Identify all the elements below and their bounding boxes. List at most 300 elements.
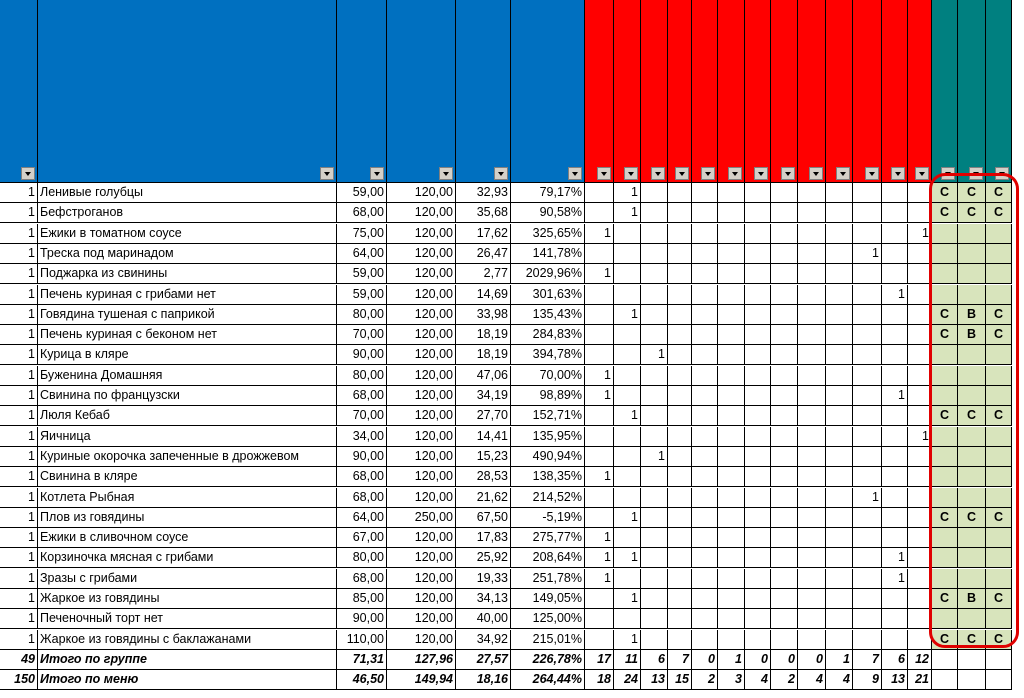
cell-ingredient[interactable] [882, 406, 908, 426]
cell-yield[interactable]: 120,00 [387, 569, 456, 589]
cell-ingredient[interactable] [853, 183, 882, 203]
header-ing3[interactable] [641, 0, 668, 183]
cell-name[interactable]: Печень куриная с грибами нет [38, 285, 337, 305]
cell-abc[interactable] [932, 569, 958, 589]
cell-ingredient[interactable] [614, 264, 641, 284]
cell-qty[interactable]: 1 [0, 366, 38, 386]
cell-ingredient[interactable] [908, 467, 932, 487]
cell-abc[interactable] [986, 609, 1012, 629]
cell-markup[interactable]: 141,78% [511, 244, 585, 264]
cell-ingredient[interactable] [585, 508, 614, 528]
cell-markup[interactable]: 138,35% [511, 467, 585, 487]
cell-yield[interactable]: 120,00 [387, 285, 456, 305]
cell-price[interactable]: 64,00 [337, 508, 387, 528]
cell-price[interactable]: 64,00 [337, 244, 387, 264]
cell-ingredient[interactable] [882, 244, 908, 264]
cell-name[interactable]: Треска под маринадом [38, 244, 337, 264]
cell-ingredient[interactable]: 1 [882, 548, 908, 568]
cell-ingredient[interactable] [668, 406, 692, 426]
cell-name[interactable]: Куриные окорочка запеченные в дрожжевом [38, 447, 337, 467]
cell-abc[interactable] [958, 569, 986, 589]
cell-price[interactable]: 34,00 [337, 427, 387, 447]
cell-ingredient[interactable] [668, 528, 692, 548]
cell-price[interactable]: 80,00 [337, 548, 387, 568]
cell-cost[interactable]: 34,13 [456, 589, 511, 609]
cell-abc[interactable] [986, 447, 1012, 467]
cell-ingredient[interactable] [692, 345, 718, 365]
cell-cost[interactable]: 18,19 [456, 345, 511, 365]
cell-abc[interactable]: C [958, 630, 986, 650]
cell-ingredient[interactable]: 11 [614, 650, 641, 670]
cell-ingredient[interactable] [826, 244, 853, 264]
cell-yield[interactable]: 120,00 [387, 609, 456, 629]
cell-price[interactable]: 75,00 [337, 224, 387, 244]
cell-ingredient[interactable] [692, 183, 718, 203]
cell-ingredient[interactable]: 1 [882, 386, 908, 406]
cell-ingredient[interactable] [692, 264, 718, 284]
cell-ingredient[interactable] [668, 427, 692, 447]
cell-ingredient[interactable] [853, 203, 882, 223]
cell-ingredient[interactable] [641, 386, 668, 406]
filter-dropdown-icon[interactable] [809, 167, 823, 180]
cell-ingredient[interactable] [585, 345, 614, 365]
filter-dropdown-icon[interactable] [597, 167, 611, 180]
cell-ingredient[interactable] [853, 366, 882, 386]
cell-abc[interactable] [958, 285, 986, 305]
cell-abc[interactable] [932, 244, 958, 264]
cell-yield[interactable]: 120,00 [387, 244, 456, 264]
cell-ingredient[interactable] [798, 264, 826, 284]
cell-ingredient[interactable] [798, 427, 826, 447]
cell-ingredient[interactable] [798, 609, 826, 629]
cell-ingredient[interactable] [718, 488, 745, 508]
header-price[interactable] [337, 0, 387, 183]
cell-name[interactable]: Курица в кляре [38, 345, 337, 365]
cell-ingredient[interactable] [614, 386, 641, 406]
cell-ingredient[interactable] [641, 630, 668, 650]
cell-abc[interactable]: B [958, 325, 986, 345]
cell-ingredient[interactable] [668, 264, 692, 284]
cell-ingredient[interactable] [668, 609, 692, 629]
cell-price[interactable]: 59,00 [337, 183, 387, 203]
cell-abc[interactable] [958, 345, 986, 365]
cell-ingredient[interactable] [908, 345, 932, 365]
cell-ingredient[interactable] [908, 264, 932, 284]
cell-ingredient[interactable]: 0 [745, 650, 771, 670]
cell-ingredient[interactable] [692, 427, 718, 447]
filter-dropdown-icon[interactable] [969, 167, 983, 180]
cell-ingredient[interactable] [882, 528, 908, 548]
cell-name[interactable]: Жаркое из говядины с баклажанами [38, 630, 337, 650]
cell-ingredient[interactable] [745, 345, 771, 365]
cell-ingredient[interactable] [908, 203, 932, 223]
cell-abc[interactable]: C [958, 406, 986, 426]
cell-name[interactable]: Свинина по французски [38, 386, 337, 406]
cell-cost[interactable]: 2,77 [456, 264, 511, 284]
cell-ingredient[interactable]: 1 [585, 548, 614, 568]
cell-cost[interactable]: 18,19 [456, 325, 511, 345]
cell-ingredient[interactable] [798, 345, 826, 365]
cell-ingredient[interactable] [718, 467, 745, 487]
cell-ingredient[interactable] [798, 386, 826, 406]
cell-ingredient[interactable] [853, 264, 882, 284]
cell-ingredient[interactable] [745, 244, 771, 264]
cell-yield[interactable]: 120,00 [387, 386, 456, 406]
cell-ingredient[interactable] [771, 244, 798, 264]
cell-price[interactable]: 59,00 [337, 264, 387, 284]
cell-abc[interactable]: C [932, 508, 958, 528]
cell-ingredient[interactable] [614, 569, 641, 589]
cell-cost[interactable]: 25,92 [456, 548, 511, 568]
cell-ingredient[interactable] [641, 528, 668, 548]
cell-cost[interactable]: 19,33 [456, 569, 511, 589]
cell-qty[interactable]: 1 [0, 467, 38, 487]
cell-ingredient[interactable]: 2 [692, 670, 718, 690]
cell-ingredient[interactable] [641, 366, 668, 386]
cell-ingredient[interactable]: 6 [641, 650, 668, 670]
cell-cost[interactable]: 27,70 [456, 406, 511, 426]
cell-abc[interactable] [958, 670, 986, 690]
cell-ingredient[interactable] [771, 264, 798, 284]
cell-ingredient[interactable] [882, 508, 908, 528]
cell-price[interactable]: 90,00 [337, 609, 387, 629]
cell-ingredient[interactable] [771, 386, 798, 406]
cell-ingredient[interactable] [668, 630, 692, 650]
cell-cost[interactable]: 32,93 [456, 183, 511, 203]
cell-ingredient[interactable] [826, 406, 853, 426]
cell-abc[interactable]: B [958, 305, 986, 325]
cell-ingredient[interactable] [745, 203, 771, 223]
cell-ingredient[interactable]: 1 [641, 447, 668, 467]
cell-markup[interactable]: 149,05% [511, 589, 585, 609]
cell-qty[interactable]: 1 [0, 345, 38, 365]
cell-ingredient[interactable] [908, 325, 932, 345]
cell-ingredient[interactable] [668, 345, 692, 365]
cell-ingredient[interactable] [614, 244, 641, 264]
filter-dropdown-icon[interactable] [941, 167, 955, 180]
cell-ingredient[interactable] [826, 488, 853, 508]
cell-ingredient[interactable] [882, 325, 908, 345]
cell-abc[interactable] [958, 609, 986, 629]
cell-ingredient[interactable] [798, 467, 826, 487]
cell-markup[interactable]: 284,83% [511, 325, 585, 345]
cell-abc[interactable]: C [986, 305, 1012, 325]
cell-ingredient[interactable] [882, 609, 908, 629]
filter-dropdown-icon[interactable] [701, 167, 715, 180]
cell-ingredient[interactable] [692, 508, 718, 528]
cell-ingredient[interactable] [771, 508, 798, 528]
cell-ingredient[interactable] [718, 427, 745, 447]
cell-name[interactable]: Ежики в томатном соусе [38, 224, 337, 244]
cell-ingredient[interactable] [853, 285, 882, 305]
cell-qty[interactable]: 1 [0, 427, 38, 447]
cell-ingredient[interactable] [798, 528, 826, 548]
cell-ingredient[interactable] [614, 488, 641, 508]
cell-ingredient[interactable]: 7 [853, 650, 882, 670]
cell-abc[interactable] [932, 386, 958, 406]
cell-ingredient[interactable] [585, 609, 614, 629]
cell-ingredient[interactable] [798, 630, 826, 650]
cell-ingredient[interactable] [692, 325, 718, 345]
cell-ingredient[interactable] [908, 508, 932, 528]
cell-ingredient[interactable] [908, 589, 932, 609]
cell-ingredient[interactable] [692, 366, 718, 386]
cell-markup[interactable]: 214,52% [511, 488, 585, 508]
cell-ingredient[interactable]: 1 [585, 528, 614, 548]
cell-abc[interactable] [932, 548, 958, 568]
cell-price[interactable]: 110,00 [337, 630, 387, 650]
cell-ingredient[interactable] [641, 488, 668, 508]
cell-ingredient[interactable] [826, 548, 853, 568]
cell-name[interactable]: Бефстроганов [38, 203, 337, 223]
cell-yield[interactable]: 149,94 [387, 670, 456, 690]
cell-ingredient[interactable]: 1 [826, 650, 853, 670]
cell-ingredient[interactable] [641, 589, 668, 609]
cell-abc[interactable] [932, 447, 958, 467]
cell-ingredient[interactable] [882, 630, 908, 650]
cell-ingredient[interactable] [692, 305, 718, 325]
cell-name[interactable]: Жаркое из говядины [38, 589, 337, 609]
cell-ingredient[interactable] [745, 569, 771, 589]
header-yield[interactable] [387, 0, 456, 183]
cell-ingredient[interactable] [718, 203, 745, 223]
cell-abc[interactable]: C [932, 406, 958, 426]
cell-ingredient[interactable] [668, 285, 692, 305]
cell-ingredient[interactable]: 2 [771, 670, 798, 690]
cell-yield[interactable]: 120,00 [387, 488, 456, 508]
cell-abc[interactable] [986, 427, 1012, 447]
cell-abc[interactable] [932, 427, 958, 447]
header-ing2[interactable] [614, 0, 641, 183]
cell-cost[interactable]: 34,92 [456, 630, 511, 650]
cell-abc[interactable] [986, 569, 1012, 589]
cell-abc[interactable] [932, 264, 958, 284]
cell-price[interactable]: 68,00 [337, 203, 387, 223]
filter-dropdown-icon[interactable] [781, 167, 795, 180]
cell-ingredient[interactable] [853, 325, 882, 345]
cell-qty[interactable]: 1 [0, 569, 38, 589]
cell-ingredient[interactable] [798, 447, 826, 467]
filter-dropdown-icon[interactable] [21, 167, 35, 180]
cell-ingredient[interactable]: 4 [798, 670, 826, 690]
cell-abc[interactable] [932, 224, 958, 244]
cell-ingredient[interactable] [718, 305, 745, 325]
cell-qty[interactable]: 1 [0, 589, 38, 609]
cell-yield[interactable]: 120,00 [387, 528, 456, 548]
cell-ingredient[interactable] [771, 325, 798, 345]
cell-ingredient[interactable]: 0 [798, 650, 826, 670]
cell-ingredient[interactable] [771, 609, 798, 629]
cell-price[interactable]: 68,00 [337, 488, 387, 508]
cell-markup[interactable]: -5,19% [511, 508, 585, 528]
filter-dropdown-icon[interactable] [494, 167, 508, 180]
cell-name[interactable]: Корзиночка мясная с грибами [38, 548, 337, 568]
cell-ingredient[interactable] [798, 488, 826, 508]
cell-abc[interactable] [986, 467, 1012, 487]
cell-yield[interactable]: 120,00 [387, 589, 456, 609]
cell-markup[interactable]: 490,94% [511, 447, 585, 467]
cell-ingredient[interactable] [668, 589, 692, 609]
cell-ingredient[interactable] [826, 183, 853, 203]
cell-ingredient[interactable]: 1 [718, 650, 745, 670]
cell-ingredient[interactable]: 18 [585, 670, 614, 690]
cell-qty[interactable]: 1 [0, 609, 38, 629]
cell-ingredient[interactable] [908, 386, 932, 406]
cell-ingredient[interactable] [798, 589, 826, 609]
cell-yield[interactable]: 120,00 [387, 467, 456, 487]
cell-ingredient[interactable]: 1 [853, 488, 882, 508]
cell-ingredient[interactable] [692, 609, 718, 629]
cell-cost[interactable]: 67,50 [456, 508, 511, 528]
cell-yield[interactable]: 120,00 [387, 345, 456, 365]
cell-ingredient[interactable] [614, 447, 641, 467]
cell-yield[interactable]: 120,00 [387, 427, 456, 447]
cell-markup[interactable]: 215,01% [511, 630, 585, 650]
cell-abc[interactable] [986, 548, 1012, 568]
cell-abc[interactable] [958, 528, 986, 548]
cell-cost[interactable]: 14,41 [456, 427, 511, 447]
cell-ingredient[interactable] [585, 488, 614, 508]
cell-abc[interactable] [958, 366, 986, 386]
cell-abc[interactable] [932, 650, 958, 670]
cell-ingredient[interactable]: 1 [882, 569, 908, 589]
cell-ingredient[interactable] [826, 609, 853, 629]
cell-ingredient[interactable]: 1 [585, 224, 614, 244]
cell-ingredient[interactable] [614, 609, 641, 629]
cell-ingredient[interactable] [908, 528, 932, 548]
cell-abc[interactable] [932, 366, 958, 386]
cell-ingredient[interactable] [826, 589, 853, 609]
cell-name[interactable]: Печеночный торт нет [38, 609, 337, 629]
cell-ingredient[interactable] [908, 285, 932, 305]
cell-yield[interactable]: 127,96 [387, 650, 456, 670]
cell-ingredient[interactable]: 1 [614, 183, 641, 203]
cell-price[interactable]: 70,00 [337, 325, 387, 345]
cell-ingredient[interactable] [718, 183, 745, 203]
cell-abc[interactable] [986, 386, 1012, 406]
cell-ingredient[interactable] [668, 386, 692, 406]
cell-ingredient[interactable] [614, 325, 641, 345]
cell-ingredient[interactable] [908, 305, 932, 325]
cell-abc[interactable] [932, 528, 958, 548]
cell-markup[interactable]: 394,78% [511, 345, 585, 365]
cell-ingredient[interactable] [826, 203, 853, 223]
header-cost[interactable] [456, 0, 511, 183]
cell-abc[interactable] [986, 366, 1012, 386]
cell-qty[interactable]: 1 [0, 447, 38, 467]
cell-ingredient[interactable] [745, 467, 771, 487]
cell-ingredient[interactable] [585, 589, 614, 609]
cell-yield[interactable]: 120,00 [387, 224, 456, 244]
cell-ingredient[interactable] [771, 589, 798, 609]
cell-ingredient[interactable] [614, 427, 641, 447]
cell-ingredient[interactable]: 1 [641, 345, 668, 365]
cell-qty[interactable]: 1 [0, 224, 38, 244]
cell-ingredient[interactable] [745, 609, 771, 629]
cell-ingredient[interactable] [692, 285, 718, 305]
cell-ingredient[interactable] [771, 183, 798, 203]
cell-ingredient[interactable]: 0 [692, 650, 718, 670]
cell-markup[interactable]: 208,64% [511, 548, 585, 568]
cell-ingredient[interactable] [668, 447, 692, 467]
cell-qty[interactable]: 1 [0, 285, 38, 305]
cell-markup[interactable]: 135,43% [511, 305, 585, 325]
cell-qty[interactable]: 1 [0, 528, 38, 548]
cell-ingredient[interactable] [908, 488, 932, 508]
cell-abc[interactable]: C [958, 183, 986, 203]
cell-markup[interactable]: 275,77% [511, 528, 585, 548]
cell-price[interactable]: 85,00 [337, 589, 387, 609]
cell-abc[interactable] [958, 447, 986, 467]
cell-ingredient[interactable] [745, 427, 771, 447]
cell-price[interactable]: 67,00 [337, 528, 387, 548]
cell-ingredient[interactable] [745, 447, 771, 467]
cell-ingredient[interactable] [614, 467, 641, 487]
cell-ingredient[interactable] [853, 305, 882, 325]
cell-abc[interactable] [932, 467, 958, 487]
cell-ingredient[interactable] [798, 569, 826, 589]
header-ing11[interactable] [853, 0, 882, 183]
filter-dropdown-icon[interactable] [651, 167, 665, 180]
cell-ingredient[interactable] [718, 264, 745, 284]
cell-ingredient[interactable] [853, 528, 882, 548]
cell-ingredient[interactable] [745, 528, 771, 548]
cell-ingredient[interactable] [798, 224, 826, 244]
cell-ingredient[interactable] [771, 467, 798, 487]
cell-cost[interactable]: 34,19 [456, 386, 511, 406]
cell-ingredient[interactable] [798, 406, 826, 426]
cell-abc[interactable] [958, 650, 986, 670]
cell-abc[interactable] [958, 548, 986, 568]
cell-abc[interactable]: C [986, 203, 1012, 223]
cell-qty[interactable]: 1 [0, 508, 38, 528]
header-abc1[interactable] [932, 0, 958, 183]
filter-dropdown-icon[interactable] [320, 167, 334, 180]
cell-abc[interactable]: C [986, 406, 1012, 426]
cell-ingredient[interactable]: 4 [745, 670, 771, 690]
filter-dropdown-icon[interactable] [568, 167, 582, 180]
cell-ingredient[interactable] [826, 264, 853, 284]
cell-ingredient[interactable] [853, 508, 882, 528]
cell-cost[interactable]: 33,98 [456, 305, 511, 325]
cell-ingredient[interactable]: 12 [908, 650, 932, 670]
cell-ingredient[interactable] [853, 589, 882, 609]
cell-ingredient[interactable]: 7 [668, 650, 692, 670]
cell-ingredient[interactable] [853, 406, 882, 426]
cell-name[interactable]: Буженина Домашняя [38, 366, 337, 386]
cell-abc[interactable] [986, 224, 1012, 244]
filter-dropdown-icon[interactable] [891, 167, 905, 180]
cell-ingredient[interactable] [585, 305, 614, 325]
cell-abc[interactable]: C [986, 325, 1012, 345]
cell-ingredient[interactable] [882, 427, 908, 447]
header-ing6[interactable] [718, 0, 745, 183]
cell-markup[interactable]: 79,17% [511, 183, 585, 203]
cell-ingredient[interactable]: 1 [585, 386, 614, 406]
cell-ingredient[interactable]: 15 [668, 670, 692, 690]
cell-ingredient[interactable] [641, 569, 668, 589]
cell-ingredient[interactable] [641, 609, 668, 629]
cell-name[interactable]: Свинина в кляре [38, 467, 337, 487]
cell-ingredient[interactable]: 21 [908, 670, 932, 690]
cell-cost[interactable]: 27,57 [456, 650, 511, 670]
cell-cost[interactable]: 21,62 [456, 488, 511, 508]
cell-cost[interactable]: 47,06 [456, 366, 511, 386]
header-name[interactable] [38, 0, 337, 183]
cell-ingredient[interactable] [668, 244, 692, 264]
cell-ingredient[interactable] [771, 488, 798, 508]
cell-ingredient[interactable] [585, 183, 614, 203]
